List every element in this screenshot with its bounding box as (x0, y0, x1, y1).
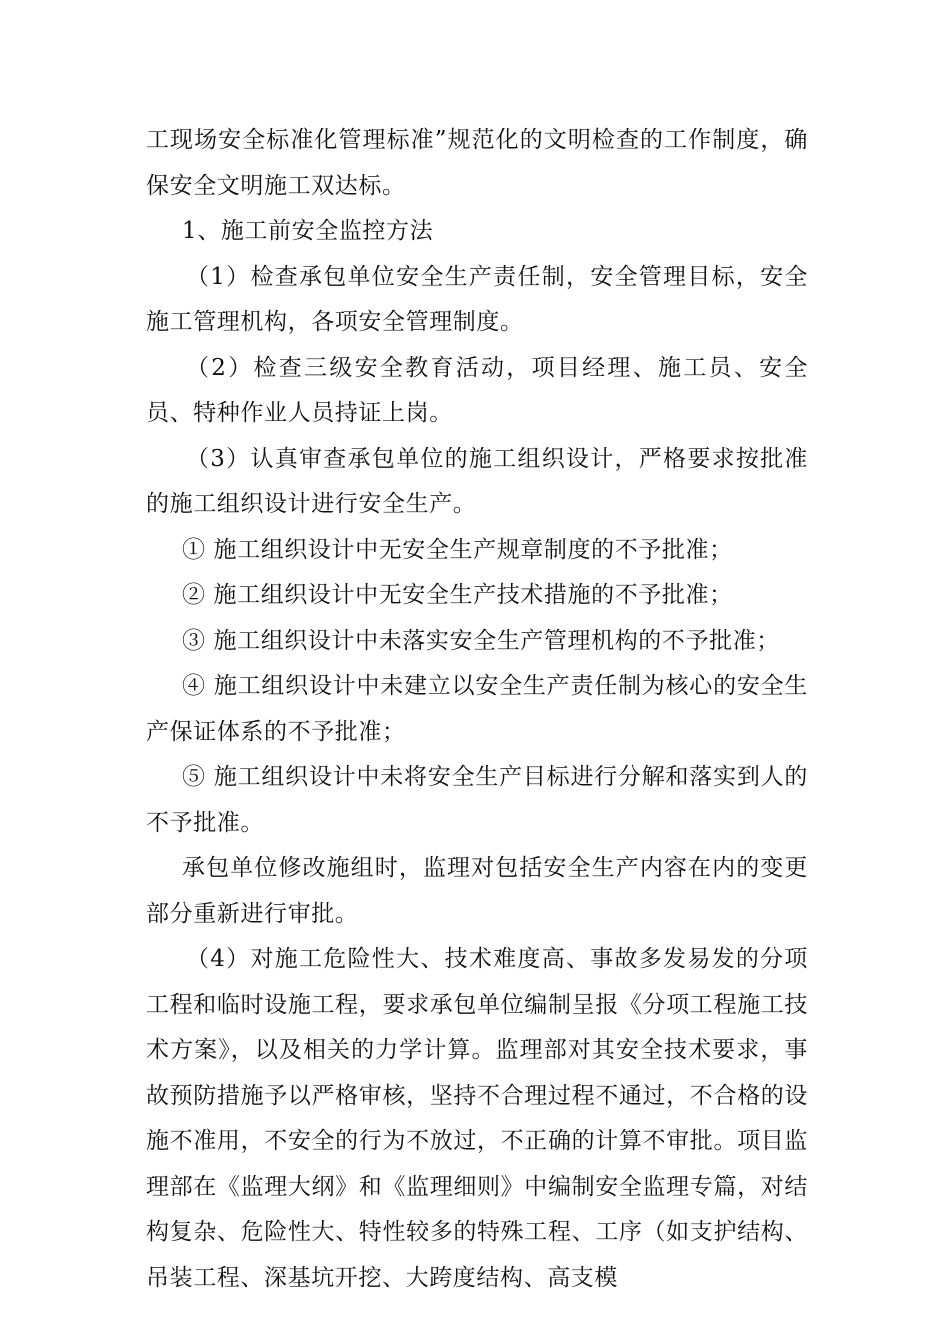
section-heading-pre-construction-safety: 1、施工前安全监控方法 (182, 218, 434, 244)
paragraph-subitem-2: ② 施工组织设计中无安全生产技术措施的不予批准； (182, 582, 733, 608)
paragraph-revision-note: 承包单位修改施组时，监理对包括安全生产内容在内的变更部分重新进行审批。 (146, 855, 808, 927)
paragraph-item-1: （1）检查承包单位安全生产责任制，安全管理目标，安全施工管理机构，各项安全管理制度。 (146, 263, 808, 335)
paragraph-item-3: （3）认真审查承包单位的施工组织设计，严格要求按批准的施工组织设计进行安全生产。 (146, 445, 808, 517)
paragraph-subitem-5: ⑤ 施工组织设计中未将安全生产目标进行分解和落实到人的不予批准。 (146, 764, 808, 836)
paragraph-intro-continuation: 工现场安全标准化管理标准”规范化的文明检查的工作制度，确保安全文明施工双达标。 (146, 127, 808, 199)
paragraph-subitem-3: ③ 施工组织设计中未落实安全生产管理机构的不予批准； (182, 627, 780, 654)
paragraph-item-4: （4）对施工危险性大、技术难度高、事故多发易发的分项工程和临时设施工程，要求承包单位编制呈报《分项工程施工技术方案》，以及相关的力学计算。监理部对其安全技术要求，事故预防措施予以严格审核，坚持不合理过程不通过，不合格的设施不准用，不安全的行为不放过，不正确的计算不审批。项目监理部在《监理大纲》和《监理细则》中编制安全监理专篇，对结构复杂、危险性大、特性较多的特殊工程、工序（如支护结构、吊装工程、深基坑开挖、大跨度结构、高支模 (146, 946, 808, 1291)
document-body (146, 118, 808, 1301)
paragraph-item-2: （2）检查三级安全教育活动，项目经理、施工员、安全员、特种作业人员持证上岗。 (146, 354, 808, 426)
paragraph-subitem-1: ① 施工组织设计中无安全生产规章制度的不予批准； (182, 536, 733, 563)
paragraph-subitem-4: ④ 施工组织设计中未建立以安全生产责任制为核心的安全生产保证体系的不予批准； (146, 673, 808, 745)
